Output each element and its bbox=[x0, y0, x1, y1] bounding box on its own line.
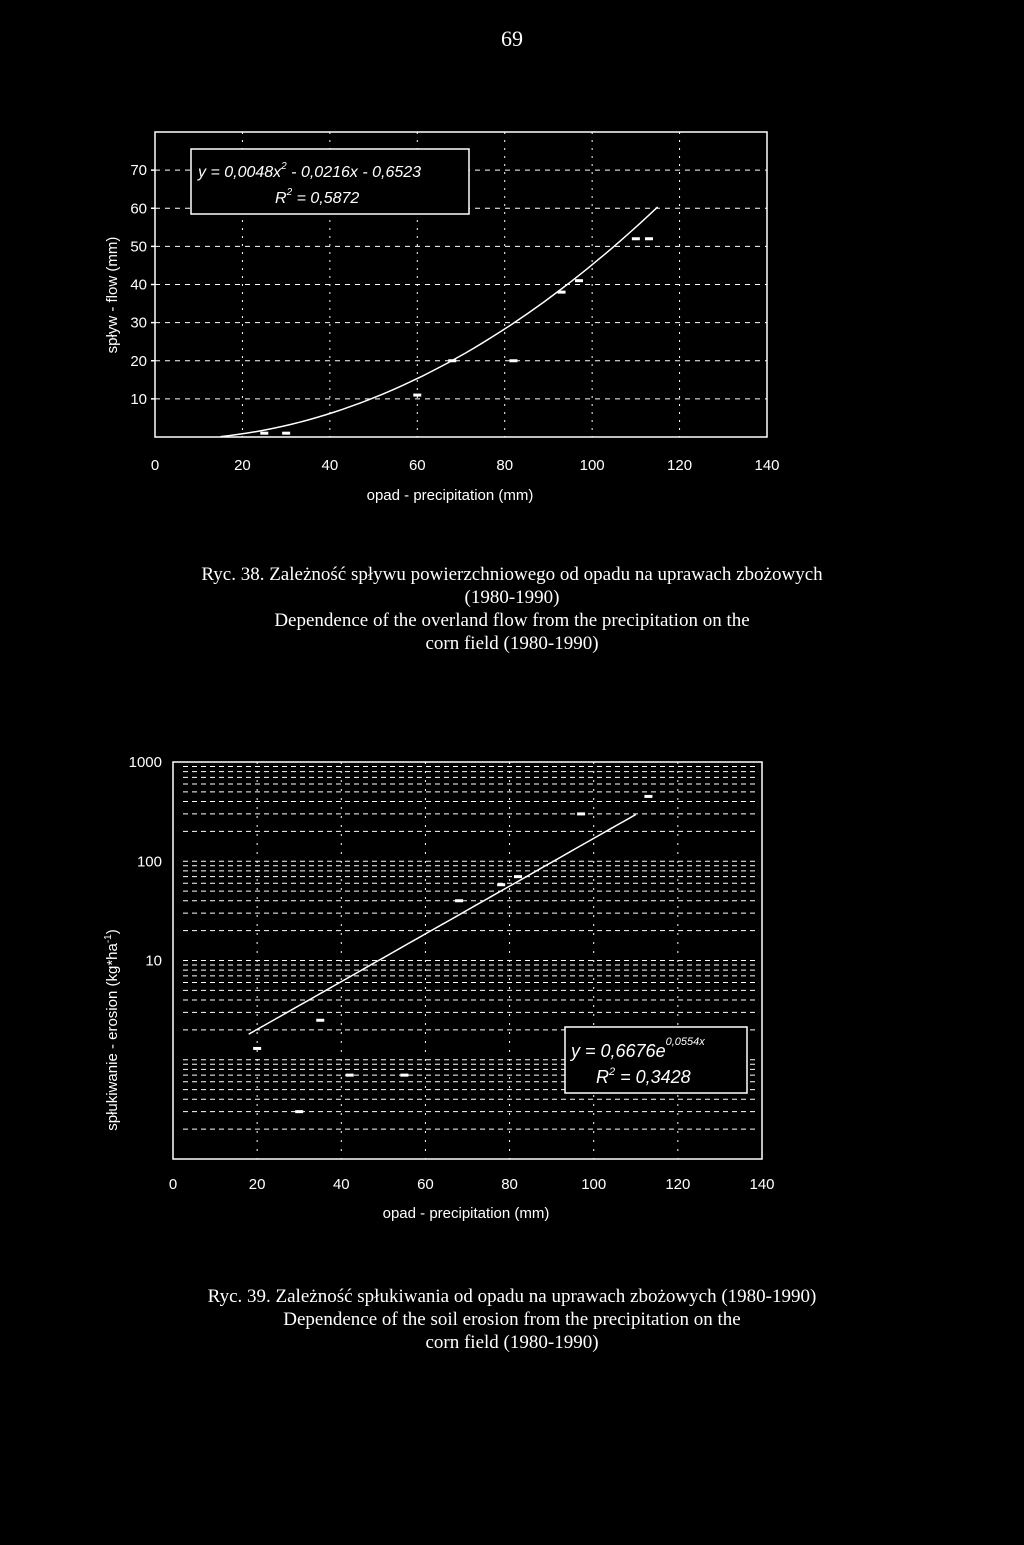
equation-main: y = 0,6676e bbox=[571, 1041, 666, 1061]
x-tick-label: 80 bbox=[501, 1176, 518, 1193]
x-tick-label: 140 bbox=[754, 457, 780, 474]
data-point bbox=[400, 1074, 408, 1077]
equation-exp: 0,0554x bbox=[665, 1036, 705, 1048]
trendline bbox=[249, 815, 636, 1035]
svg-text:R2 = 0,5872: $R^2 = 0,5872$ bbox=[275, 187, 360, 207]
data-point bbox=[514, 875, 522, 878]
x-axis-title: opad - precipitation (mm) bbox=[366, 487, 534, 504]
r2-label: R bbox=[275, 190, 287, 207]
page-number: 69 bbox=[501, 26, 523, 51]
y-tick-labels bbox=[129, 754, 162, 970]
data-point bbox=[455, 899, 463, 902]
x-tick-label: 100 bbox=[581, 1176, 607, 1193]
r2-value: = 0,3428 bbox=[615, 1067, 691, 1087]
x-tick-label: 120 bbox=[667, 457, 693, 474]
x-tick-label: 20 bbox=[248, 1176, 266, 1193]
x-tick-label: 0 bbox=[168, 1176, 178, 1193]
x-tick-label: 100 bbox=[579, 457, 605, 474]
data-point bbox=[346, 1074, 354, 1077]
caption-fig38-line4: corn field (1980-1990) bbox=[425, 633, 599, 654]
data-point bbox=[644, 795, 652, 798]
caption-fig39-line3: corn field (1980-1990) bbox=[425, 1332, 599, 1353]
equation-box bbox=[565, 1027, 747, 1093]
x-tick-label: 40 bbox=[321, 457, 339, 474]
svg-text:y = 0,0048x2 - 0,0216x - 0,652: $y = 0,0048x^2 - 0,0216x - 0,6523$ bbox=[198, 161, 422, 181]
data-point bbox=[577, 812, 585, 815]
x-tick-label: 40 bbox=[332, 1176, 350, 1193]
x-axis-title: opad - precipitation (mm) bbox=[382, 1205, 550, 1222]
y-tick-label: 40 bbox=[130, 276, 147, 294]
y-tick-label: 100 bbox=[136, 853, 162, 871]
svg-text:R2 = 0,3428: $R^2 = 0,3428$ bbox=[596, 1066, 691, 1087]
y-tick-label: 1000 bbox=[128, 754, 162, 771]
data-point bbox=[497, 883, 505, 886]
y-tick-label: 20 bbox=[130, 352, 147, 370]
y-axis-title: spływ - flow (mm) bbox=[104, 236, 121, 354]
data-point bbox=[316, 1019, 324, 1022]
y-tick-label: 50 bbox=[130, 238, 147, 256]
y-axis-title-main: spłukiwanie - erosion (kg*ha bbox=[104, 943, 121, 1131]
y-axis-title-end: ) bbox=[104, 929, 121, 935]
x-tick-label: 60 bbox=[408, 457, 426, 474]
y-tick-label: 60 bbox=[130, 200, 147, 218]
grid-lines bbox=[183, 762, 756, 1159]
caption-fig38-line3: Dependence of the overland flow from the precipitation on the bbox=[274, 610, 750, 631]
x-tick-label: 60 bbox=[417, 1176, 434, 1193]
caption-fig39 bbox=[0, 1285, 1024, 1354]
caption-fig38-line1: Ryc. 38. Zależność spływu powierzchniowego od opadu na uprawach zbożowych bbox=[201, 564, 823, 585]
trendline-curve bbox=[249, 815, 636, 1035]
equation-rest: - 0,0216x - 0,6523 bbox=[286, 164, 422, 181]
r2-value: = 0,5872 bbox=[292, 190, 360, 207]
caption-fig38-line2: (1980-1990) bbox=[464, 587, 560, 608]
x-tick-label: 20 bbox=[234, 457, 251, 474]
y-axis-title bbox=[103, 929, 121, 1131]
y-tick-label: 70 bbox=[130, 162, 147, 180]
x-tick-labels bbox=[169, 1176, 775, 1193]
x-tick-label: 140 bbox=[749, 1176, 775, 1193]
x-tick-label: 120 bbox=[665, 1176, 691, 1193]
equation-main: y = 0,0048x bbox=[198, 164, 282, 181]
x-tick-label: 0 bbox=[150, 457, 160, 474]
y-tick-label: 10 bbox=[130, 390, 147, 408]
y-tick-label: 10 bbox=[145, 952, 162, 970]
data-point bbox=[253, 1047, 261, 1050]
y-axis-title-sup: -1 bbox=[103, 934, 114, 944]
caption-fig39-line1: Ryc. 39. Zależność spłukiwania od opadu na uprawach zbożowych (1980-1990) bbox=[207, 1286, 817, 1307]
r2-label: R bbox=[596, 1067, 609, 1087]
x-tick-label: 80 bbox=[496, 457, 514, 474]
caption-fig39-line2: Dependence of the soil erosion from the precipitation on the bbox=[283, 1309, 741, 1330]
data-point bbox=[295, 1110, 303, 1113]
y-tick-label: 30 bbox=[130, 314, 147, 332]
